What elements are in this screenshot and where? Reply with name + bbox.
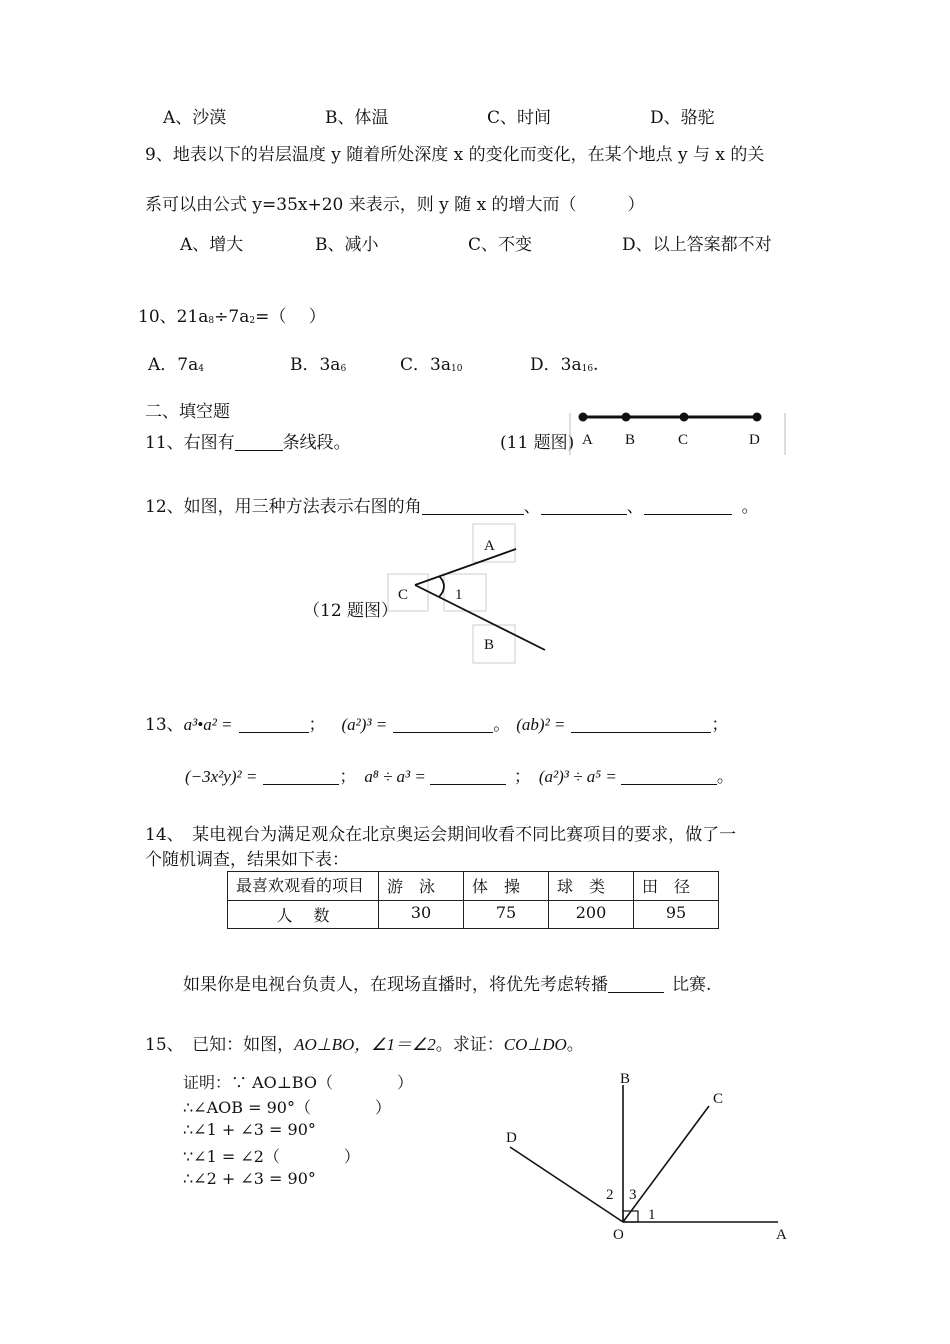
q11-text-before: 11、右图有 [145, 433, 235, 453]
q13-expr4: (−3x²y)² = [185, 767, 258, 786]
q13-expr6: (a²)³ ÷ a⁵ = [538, 767, 617, 786]
q10-option-c [400, 350, 462, 375]
q11-label-d: D [749, 432, 760, 448]
q15-proof-line-3: ∴∠1 + ∠3 = 90° [183, 1120, 316, 1139]
q14-col-swim: 游 泳 [379, 872, 464, 901]
q12-label-b: B [484, 637, 495, 653]
q14-row-header: 最喜欢观看的项目 [228, 872, 379, 901]
q14-value-track: 95 [634, 901, 719, 929]
q11-answer-blank[interactable] [235, 432, 283, 451]
q10-mid: ÷7a [214, 307, 250, 327]
q9-line1: 9、地表以下的岩层温度 y 随着所处深度 x 的变化而变化，在某个地点 y 与 x 的关 [145, 145, 765, 165]
q10-question [138, 302, 326, 327]
q14-question-after: 比赛. [672, 975, 712, 995]
q10-option-a-exp: 4 [198, 364, 204, 374]
table-row [228, 901, 719, 929]
q15-figure [498, 1066, 798, 1246]
q12-sep1: 、 [523, 497, 541, 517]
q13-blank-3[interactable] [571, 714, 711, 733]
q10-option-b-base: B．3a [290, 355, 341, 375]
q12-blank-2[interactable] [541, 496, 627, 515]
q15-proof-line-5: ∴∠2 + ∠3 = 90° [183, 1169, 316, 1188]
q12-blank-3[interactable] [644, 496, 732, 515]
q14-question-before: 如果你是电视台负责人，在现场直播时，将优先考虑转播 [183, 975, 608, 995]
q11-point-d [753, 413, 762, 422]
q13-blank-2[interactable] [393, 714, 493, 733]
q14-col-track: 田 径 [634, 872, 719, 901]
q15-prove-label: 。求证： [435, 1035, 504, 1055]
q11-point-a [579, 413, 588, 422]
q9-option-a: A、增大 [180, 235, 244, 255]
q14-col-ball: 球 类 [549, 872, 634, 901]
q10-option-b [290, 350, 346, 375]
q15-proof-line-2: ∴∠AOB = 90°（ ） [183, 1098, 391, 1117]
q12-text: 12、如图，用三种方法表示右图的角 [145, 497, 422, 517]
q8-option-b: B、体温 [325, 108, 389, 128]
q13-sep-3: ； [711, 715, 729, 735]
section-heading: 二、填空题 [145, 402, 230, 422]
q10-option-d-tail: . [593, 355, 599, 375]
q11-figure [568, 405, 788, 457]
q13-number: 13、 [145, 715, 184, 735]
q14-line1: 14、 某电视台为满足观众在北京奥运会期间收看不同比赛项目的要求，做了一 [145, 825, 737, 845]
q11-label-a: A [582, 432, 593, 448]
q12-ray-ca [415, 549, 516, 585]
q12-ray-cb [415, 585, 545, 650]
q12-figure-caption: （12 题图） [303, 601, 399, 621]
q14-value-gymnastics: 75 [464, 901, 549, 929]
q15-label-o: O [613, 1227, 624, 1243]
q11-point-b [622, 413, 631, 422]
q15-label-c: C [713, 1091, 724, 1107]
q12-label-1: 1 [455, 587, 463, 603]
q10-exp2: 2 [249, 316, 256, 326]
q15-label-d: D [506, 1130, 517, 1146]
q10-prefix: 10、21a [138, 307, 209, 327]
q13-expr5: a⁸ ÷ a³ = [364, 767, 426, 786]
q15-label-3: 3 [629, 1187, 637, 1203]
q15-end: 。 [566, 1035, 584, 1055]
q10-option-c-base: C．3a [400, 355, 451, 375]
q14-value-swim: 30 [379, 901, 464, 929]
q15-prefix: 15、 已知：如图， [145, 1035, 295, 1055]
q15-label-b: B [620, 1071, 631, 1087]
q10-option-b-exp: 6 [340, 364, 347, 374]
q15-given: AO⊥BO，∠1＝∠2 [294, 1035, 436, 1054]
q13-blank-5[interactable] [430, 766, 506, 785]
q10-option-d-exp: 16 [581, 364, 594, 374]
q14-answer-blank[interactable] [608, 974, 664, 993]
q11-point-c [680, 413, 689, 422]
q11-text-after: 条线段。 [282, 433, 351, 453]
q10-suffix: =（ ） [255, 307, 326, 327]
q15-goal: CO⊥DO [503, 1035, 567, 1054]
q15-ray-oc [623, 1106, 709, 1222]
q9-line2: 系可以由公式 y=35x+20 来表示，则 y 随 x 的增大而（ ） [145, 195, 645, 215]
q15-label-2: 2 [606, 1187, 614, 1203]
q10-option-d [530, 350, 598, 375]
q13-sep-5: ； [513, 767, 531, 787]
q14-question [183, 970, 711, 995]
q13-row1 [145, 710, 728, 735]
q10-option-c-exp: 10 [450, 364, 463, 374]
q15-label-1: 1 [648, 1207, 656, 1223]
q12-sep2: 、 [626, 497, 644, 517]
q11-label-b: B [625, 432, 636, 448]
q12-end: 。 [741, 497, 759, 517]
q8-option-d: D、骆驼 [650, 108, 715, 128]
q13-expr2: (a²)³ = [341, 715, 388, 734]
q13-blank-4[interactable] [263, 766, 339, 785]
q15-proof-line-4: ∵∠1 = ∠2（ ） [183, 1147, 360, 1166]
q10-exp1: 8 [208, 316, 215, 326]
q14-table [227, 871, 719, 929]
q14-line2: 个随机调查，结果如下表： [145, 850, 349, 870]
q11-figure-caption: (11 题图) [500, 433, 575, 453]
q9-option-b: B、减小 [315, 235, 379, 255]
q13-sep-4: ； [339, 767, 357, 787]
q10-option-d-base: D．3a [530, 355, 582, 375]
q12-label-c: C [398, 587, 409, 603]
q10-option-a-base: A．7a [148, 355, 199, 375]
q12-angle-arc [439, 576, 444, 597]
q12-figure [385, 522, 555, 664]
q14-col-gymnastics: 体 操 [464, 872, 549, 901]
q15-ray-od [510, 1147, 623, 1222]
q10-option-a [148, 350, 204, 375]
q14-count-label: 人 数 [228, 901, 379, 929]
q8-option-c: C、时间 [487, 108, 552, 128]
q13-expr3: (ab)² = [516, 715, 566, 734]
q14-value-ball: 200 [549, 901, 634, 929]
q9-option-c: C、不变 [468, 235, 533, 255]
q13-sep-6: 。 [716, 767, 734, 787]
q11-label-c: C [678, 432, 689, 448]
q13-blank-1[interactable] [239, 714, 309, 733]
q15-statement [145, 1030, 584, 1055]
table-row [228, 872, 719, 901]
q12-label-a: A [484, 538, 495, 554]
q13-expr1: a³•a² = [183, 715, 233, 734]
q8-option-a: A、沙漠 [163, 108, 227, 128]
q15-label-a: A [776, 1227, 787, 1243]
q11-question [145, 428, 351, 453]
q13-blank-6[interactable] [621, 766, 717, 785]
q13-sep-2: 。 [493, 715, 511, 735]
q15-proof-line-1: 证明：∵ AO⊥BO（ ） [183, 1073, 413, 1092]
q12-question [145, 492, 759, 517]
q13-sep-1: ； [308, 715, 326, 735]
q13-row2 [185, 762, 734, 787]
q12-blank-1[interactable] [422, 496, 524, 515]
q9-option-d: D、以上答案都不对 [622, 235, 772, 255]
